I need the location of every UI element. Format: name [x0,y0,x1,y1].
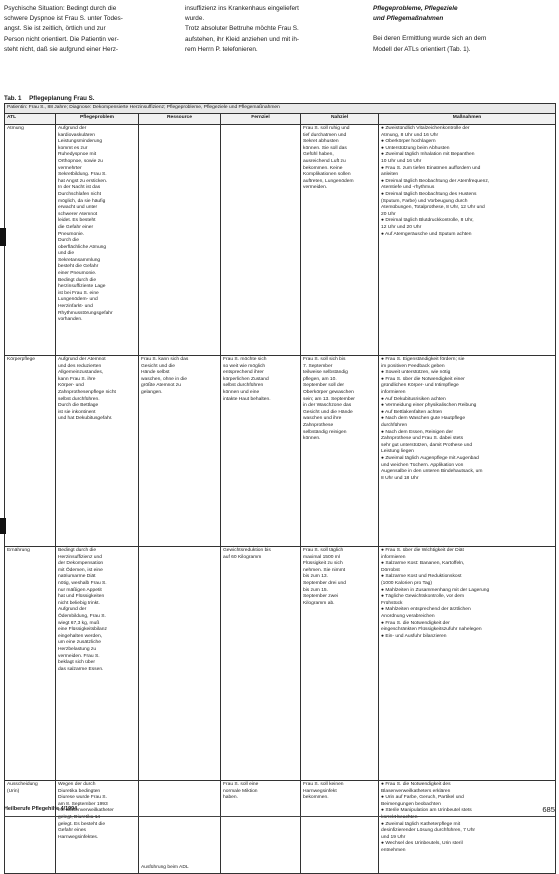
cell-nahziel [301,356,379,547]
cell-line: Leistung liegen [381,449,414,455]
cell-line: und die [58,251,75,257]
cell-line: Anordnung verabreichen [381,613,435,619]
cell-line: möglich, da sie häufig [58,198,106,204]
intro-line: Person nicht orientiert. Die Patientin ver- [4,35,119,43]
cell-line: Ernährung [7,548,30,553]
cell-line: nicht beliebig trinkt. [58,600,100,606]
cell-line: gelegt. Es besteht die [58,821,106,827]
cell-line: ● Frau S. die Notwendigkeit der [381,620,450,626]
cell-atl [5,356,56,547]
cell-fernziel [221,781,301,874]
cell-line: so weit wie möglich [223,363,266,369]
page-footer [4,806,555,818]
cell-line: und des reduzierten [58,363,102,369]
cell-line: größte Atemnot zu [141,383,181,389]
cell-line: ● Salzarme Kost und Reduktionskost [381,574,462,580]
intro-line: aufstehen, ihr Kleid anziehen und mit ih- [185,35,300,43]
cell-line: September drei und [303,580,346,586]
cell-line: und 19 Uhr [381,834,406,840]
cell-line: Atmung, 8 Uhr und 16 Uhr [381,132,439,138]
cell-line: Pneumonie. [58,231,85,237]
cell-line: September zwei [303,594,339,600]
cell-line: nur mäßigen Appetit [58,587,102,593]
cell-line: Körperpflege [7,357,36,362]
cell-line: und weichen Tüchern. Applikation von [381,462,464,468]
table-row [5,781,556,874]
cell-line: Körper- und [58,383,84,389]
column-header: ATL [5,114,56,125]
cell-line: Bedingt durch die [58,277,97,283]
care-plan-table [4,103,556,874]
cell-line: hat Angst zu ersticken. [58,178,108,184]
cell-line: tief durchatmen und [303,132,347,138]
cell-line: Lungenödem- und [58,297,98,303]
intro-column-1 [4,4,172,55]
cell-line: ● Tägliche Gewichtskontrolle, vor dem [381,594,465,600]
page-number: 685 [542,805,555,814]
cell-line: Atemübungen, Totalprothese, 8 Uhr, 12 Uhr und [381,205,485,211]
cell-line: Gewichtsreduktion bis [223,548,271,553]
cell-line: Ödembildung, Frau S. [58,613,106,619]
section-heading-line: und Pflegemaßnahmen [373,15,444,23]
cell-line: auftreten, Lungenödem [303,178,354,184]
cell-line: Zahnprothesenpflege nicht [58,389,116,395]
cell-line: am 8. September 1993 [58,801,108,807]
cell-line: vermeiden. Frau S. [58,653,100,659]
cell-line: ● Frau S. über die Notwendigkeit einer [381,376,465,382]
cell-line: ● Salzarme Kost: Bananen, Kartoffeln, [381,561,465,567]
cell-line: (Urin) [7,788,20,794]
cell-line: Augensalbe in den unteren Bindehautsack, um [381,469,483,475]
cell-line: ein Blasenverweilkatheter [58,808,114,814]
intro-line: Psychische Situation: Bedingt durch die [4,5,117,12]
cell-line: im positiven Feedback geben [381,363,445,369]
cell-atl [5,781,56,874]
cell-nahziel [301,781,379,874]
cell-line: Frau S. soll ruhig und [303,126,350,131]
cell-problem [56,356,139,547]
cell-line: Frau S. soll keinen [303,782,344,787]
cell-line: gelegt, Diuretika 14 [58,814,101,820]
cell-line: Orthopnoe, sowie zu [58,158,103,164]
column-header: Nahziel [301,114,379,125]
cell-line: nötig, weshalb Frau S. [58,580,107,586]
cell-line: die Gefahr einer [58,224,94,230]
cell-line: Aufgrund der [58,607,87,613]
table-row [5,125,556,356]
cell-line: Beimengungen beobachten [381,801,441,807]
cell-line: der Dekompensation [58,561,104,567]
cell-line: sein; am 13. September [303,396,355,402]
intro-line: wurde. [185,15,205,23]
cell-line: Allgemeinzustandes, [58,370,104,376]
cell-line: Bedingt durch die [58,548,97,553]
cell-line: ● Zweimal täglich Augenpflege mit Augenbad [381,455,479,461]
cell-line: und hat Dekubitusgefahr. [58,416,113,422]
cell-line: 8 Uhr und 18 Uhr [381,475,419,481]
cell-line: Frau S. soll täglich [303,548,344,553]
cell-line: Wegen der durch [58,782,96,787]
cell-line: nehmen. Sie nimmt [303,567,346,573]
cell-line: vorhanden. [58,317,83,323]
section-heading-line: Pflegeprobleme, Pflegeziele [373,5,458,12]
cell-resource [139,356,221,547]
cell-line: Herzinsuffizienz und [58,554,102,560]
intro-line: schwere Dyspnoe ist Frau S. unter Todes- [4,15,123,23]
cell-line: ● Urin auf Farbe, Geruch, Partikel und [381,795,464,801]
resource-bottom-note: Ausführung beim ADL [141,865,189,871]
cell-line: eingehalten werden, [58,633,103,639]
table-row [5,547,556,781]
cell-problem [56,781,139,874]
cell-line: kann Frau S. ihre [58,376,96,382]
cell-resource [139,547,221,781]
cell-nahziel [301,547,379,781]
cell-line: maximal 1500 ml [303,554,340,560]
cell-line: Herzinfarkt- und [58,304,93,310]
cell-line: Flüssigkeit zu sich [303,561,343,567]
cell-line: eingeschränkten Flüssigkeitszufuhr nahelegen [381,627,482,633]
scan-mark [0,228,6,246]
cell-fernziel [221,356,301,547]
cell-line: Frau S. kann sich das [141,357,189,362]
cell-atl [5,547,56,781]
table-header-row [5,114,556,125]
cell-line: intakte Haut behalten. [223,396,271,402]
cell-line: informieren [381,554,406,560]
intro-text [4,4,555,70]
cell-line: in der Waschzone das [303,403,352,409]
cell-line: haben. [223,795,238,801]
cell-line: Frau S. soll sich bis [303,357,346,362]
cell-line: Dörrobst [381,567,400,573]
column-header: Maßnahmen [379,114,556,125]
source-line: Heilberufe Pflegehilfe 4/1994 [4,806,78,812]
cell-line: teilweise selbständig [303,370,348,376]
cell-line: eine Flüssigkeitsbilanz [58,627,107,633]
cell-line: besteht die Gefahr [58,264,99,270]
cell-line: Ausscheidung [7,782,38,787]
cell-line: ist bei Frau S. eine [58,290,99,296]
cell-line: ● Mahlzeiten entsprechend der ärztlichen [381,607,471,613]
intro-line: Bei deren Ermittlung wurde sich an dem [373,35,487,43]
cell-line: September soll der [303,383,345,389]
cell-line: das salzarme Essen. [58,666,104,672]
cell-line: wiegt 67,3 kg, muß [58,620,100,626]
cell-line: ● Dreimal täglich Beobachtung des Hustens [381,191,477,197]
cell-line: einer Pneumonie. [58,271,97,277]
cell-line: Aufgrund der Atemnot [58,357,106,362]
cell-line: ● Auf Bettlakenfalten achten [381,409,443,415]
cell-line: ● Zweistündlich Vitalzeichenkontrolle der [381,126,470,131]
cell-fernziel [221,547,301,781]
cell-line: entnehmen [381,847,406,853]
cell-line: herzinsuffiziente Lage [58,284,106,290]
table-row [5,356,556,547]
cell-line: ● Ein- und Ausfuhr bilanzieren [381,633,447,639]
cell-line: Durchschlafen nicht [58,191,101,197]
cell-line: Gefahr eines [58,828,87,834]
intro-column-2 [185,4,363,55]
cell-line: bekommen. Keine [303,165,343,171]
cell-line: ● Unterstützung beim Abhusten [381,145,450,151]
scan-mark [0,518,6,534]
cell-line: vermehrter [58,165,82,171]
cell-line: gründlichen Körper- und Intimpflege [381,383,459,389]
cell-line: bis zum 15. [303,587,329,593]
cell-nahziel [301,125,379,356]
table-number: Tab. 1 [4,95,22,102]
cell-line: Sekretansammlung [58,257,101,263]
cell-line: In der Nacht ist das [58,185,101,191]
intro-column-3 [373,4,555,55]
cell-problem [56,125,139,356]
cell-line: ● Frau S. über die Wichtigkeit der Diät [381,548,464,553]
intro-line: angst. Sie ist zeitlich, örtlich und zur [4,25,106,33]
cell-line: können. Sie soll das [303,145,347,151]
cell-line: schwerer Atemnot [58,211,98,217]
cell-line: ● Soweit unterstützen, wie nötig [381,370,451,376]
cell-line: Zahnprothese und Frau S. dabei stets [381,436,464,442]
cell-line: (Sputum, Farbe) und Vorbeugung durch [381,198,468,204]
cell-line: anleiten [381,172,399,178]
cell-line: mit Ödemen, ist eine [58,567,103,573]
cell-line: ● Nach dem Waschen gute Hautpflege [381,416,466,422]
cell-line: Durch die Bettlage [58,403,99,409]
cell-line: auf 60 Kilogramm [223,554,262,560]
cell-line: 20 Uhr [381,211,396,217]
cell-line: Zahnprothese [303,422,334,428]
table-title: Pflegeplanung Frau S. [29,95,95,102]
intro-line: Modell der ATLs orientiert (Tab. 1). [373,45,471,53]
cell-line: ● Sterile Manipulation am Urinbeutel stets [381,808,472,814]
intro-line: insuffizienz ins Krankenhaus eingeliefert [185,5,299,12]
cell-line: erwacht und unter [58,205,98,211]
cell-line: pflegen, am 10. [303,376,337,382]
cell-line: beklagt sich über [58,660,95,666]
cell-line: Hände selbst [141,370,170,376]
cell-line: können und eine [223,389,260,395]
cell-line: Oberkörper gewaschen [303,389,354,395]
cell-line: ist sie inkontinent [58,409,96,415]
cell-line: Gefühl haben, [303,152,334,158]
cell-line: Sekret abhusten [303,139,339,145]
cell-line: um eine zusätzliche [58,640,101,646]
cell-problem [56,547,139,781]
cell-line: Durch die [58,238,79,244]
cell-measures [379,781,556,874]
cell-line: Sekretbildung. Frau S. [58,172,107,178]
table-caption [4,95,94,102]
cell-line: vermeiden. [303,185,328,191]
patient-info-row [5,104,556,114]
cell-line: kommt es zur [58,145,88,151]
cell-line: ● Oberkörper hochlagern [381,139,436,145]
intro-line: steht nicht, daß sie aufgrund einer Herz- [4,45,119,53]
cell-line: ● Nach dem Essen, Reinigen der [381,429,454,435]
cell-line: Herzbelastung zu [58,646,97,652]
cell-line: (1000 Kalorien pro Tag) [381,580,433,586]
cell-line: Kilogramm ab. [303,600,335,606]
cell-measures [379,356,556,547]
cell-line: Frühstück [381,600,403,606]
cell-line: gelangen. [141,389,163,395]
cell-line: ● Dreimal täglich Blutdruckkontrolle, 8 Uhr, [381,218,474,224]
cell-line: ● Frau S. zum tiefen Einatmen auffordern und [381,165,481,171]
cell-line: korrekt beachten [381,814,418,820]
cell-line: ● Dreimal täglich Beobachtung der Atemfrequenz, [381,178,490,184]
cell-line: leidet. Es besteht [58,218,96,224]
cell-line: ● Auf Atemgeräusche und Sputum achten [381,231,472,237]
cell-line: körperlichen Zustand [223,376,269,382]
cell-line: ● Auf Dekubitusrisiken achten [381,396,446,402]
cell-line: Blasenverweilkatheters erklären [381,788,451,794]
cell-line: Frau S. möchte sich [223,357,267,362]
cell-line: selbst durchführen. [58,396,100,402]
cell-line: Komplikationen sollen [303,172,351,178]
cell-line: bis zum 13. [303,574,329,580]
cell-line: ● Wechsel des Urinbeutels, Urin steril [381,841,463,847]
cell-line: normale Miktion [223,788,258,794]
cell-line: ausreichend Luft zu [303,158,346,164]
cell-line: ● Zweimal täglich Inhalation mit Bepanthen [381,152,475,158]
cell-line: sehr gut unterstützen, damit Prothese und [381,442,473,448]
cell-line: Diurese wurde Frau S. [58,795,107,801]
cell-line: Atmung [7,126,24,131]
cell-resource [139,781,221,874]
cell-line: durchführen [381,422,408,428]
cell-line: ● Frau S. die Notwendigkeit des [381,782,451,787]
cell-atl [5,125,56,356]
cell-line: 7. September [303,363,333,369]
column-header: Ressource [139,114,221,125]
cell-line: informieren [381,389,406,395]
cell-line: ● Mahlzeiten in Zusammenhang mit der Lagerung [381,587,490,593]
intro-line: rem Herrn P. telefonieren. [185,45,258,53]
cell-line: bekommen. [303,795,329,801]
cell-fernziel [221,125,301,356]
cell-line: entsprechend ihrer [223,370,264,376]
cell-line: waschen und ihre [303,416,342,422]
cell-line: Harnwegsinfekt [303,788,337,794]
cell-line: natriumarme Diät [58,574,96,580]
cell-line: selbständig reinigen [303,429,347,435]
cell-line: Harnwegsinfektes. [58,834,99,840]
cell-line: ● Zweimal täglich Katheterpflege mit [381,821,461,827]
cell-line: oberflächliche Atmung [58,244,107,250]
cell-line: Aufgrund der [58,126,87,131]
cell-line: Ruhedyspnoe mit [58,152,97,158]
cell-line: 10 Uhr und 16 Uhr [381,158,422,164]
cell-line: Diuretika bedingten [58,788,101,794]
cell-line: können. [303,436,321,442]
cell-line: Rhythmusstörungsgefahr [58,310,113,316]
cell-line: desinfizierender Lösung durchführen, 7 Uhr [381,828,476,834]
cell-line: Frau S. soll eine [223,782,259,787]
cell-line: selbst durchführen [223,383,264,389]
cell-measures [379,547,556,781]
column-header: Pflegeproblem [56,114,139,125]
cell-line: 12 Uhr und 20 Uhr [381,224,422,230]
cell-line: Gesicht und die Hände [303,409,353,415]
cell-line: Leistungsminderung [58,139,103,145]
cell-line: Gesicht und die [141,363,175,369]
cell-resource [139,125,221,356]
cell-line: ● Vermeidung einer physikalischen Reibung [381,403,477,409]
intro-line: Trotz absoluter Bettruhe möchte Frau S. [185,25,299,33]
cell-line: kardiovaskulären [58,132,95,138]
cell-line: waschen, ohne in die [141,376,187,382]
cell-line: ● Frau S. Eigenständigkeit fördern; sie [381,357,465,362]
section-heading [373,4,555,24]
cell-line: hat und Flüssigkeiten [58,594,105,600]
column-header: Fernziel [221,114,301,125]
cell-measures [379,125,556,356]
patient-info: Patientin: Frau S., 88 Jahre; Diagnose: Dekompensierte Herzinsuffizienz; Pflegeprobleme, Pflegeziele und Pflegemaßnahmen [5,104,556,114]
cell-line: Atemtiefe und -rhythmus [381,185,435,191]
